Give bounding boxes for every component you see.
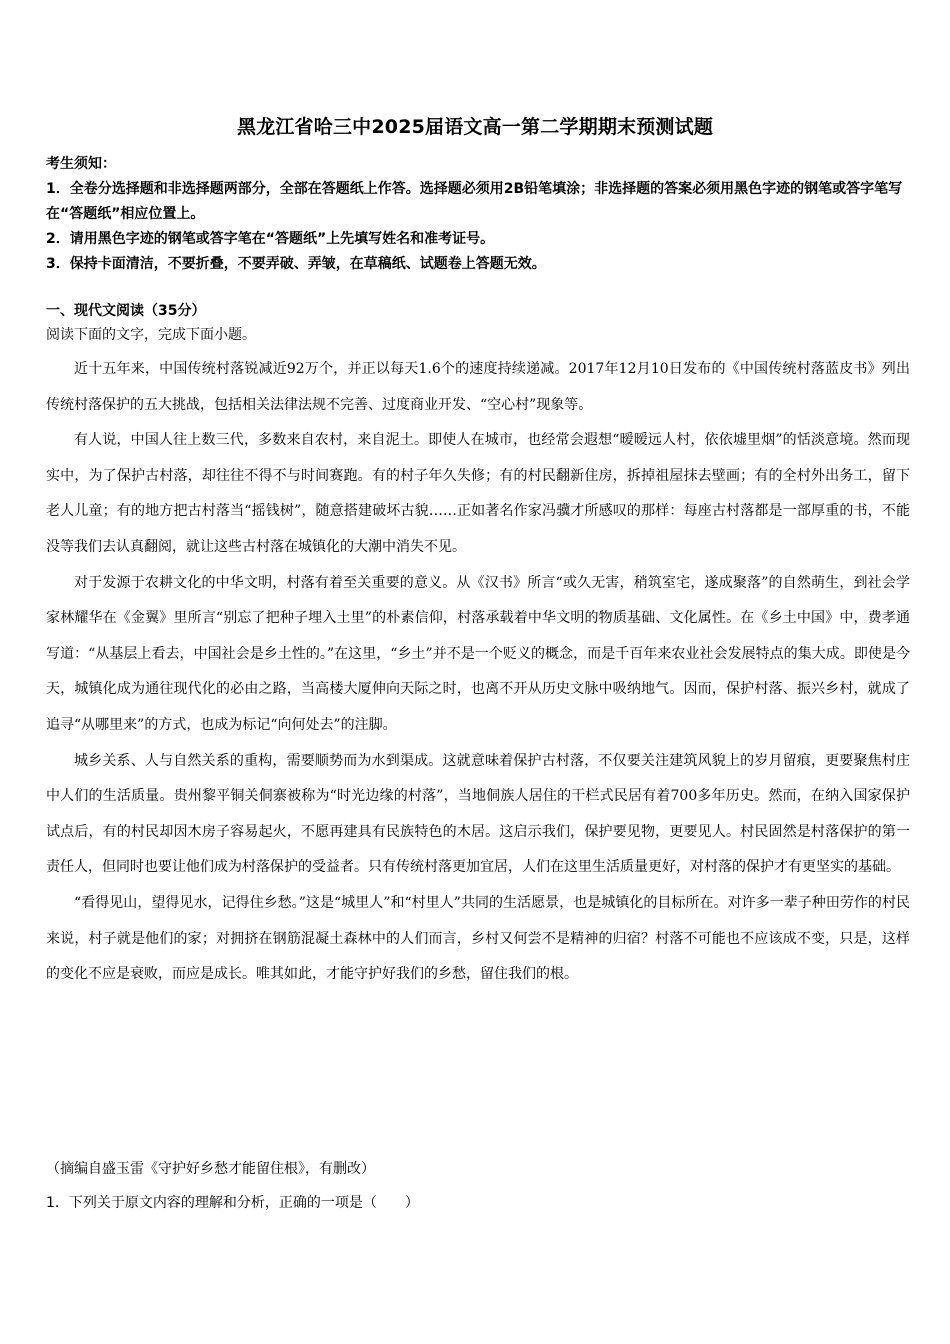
page-title: 黑龙江省哈三中2025届语文高一第二学期期末预测试题 <box>236 116 714 138</box>
candidate-notice <box>46 152 908 277</box>
section-heading: 一、现代文阅读（35分） <box>46 303 206 319</box>
passage-paragraph: 城乡关系、人与自然关系的重构，需要顺势而为水到渠成。这就意味着保护古村落，不仅要关注建筑风貌上的岁月留痕，更要聚焦村庄中人们的生活质量。贵州黎平铜关侗寨被称为“时光边缘的村落”，当地侗族人居住的干栏式民居有着700多年历史。然而，在纳入国家保护试点后，有的村民却因木房子容易起火，不愿再建具有民族特色的木居。这启示我们，保护要见物，更要见人。村民固然是村落保护的第一责任人，但同时也要让他们成为村落保护的受益者。只有传统村落更加宜居，人们在这里生活质量更好，对村落的保护才有更坚实的基础。 <box>46 752 910 876</box>
passage-paragraph: 对于发源于农耕文化的中华文明，村落有着至关重要的意义。从《汉书》所言“或久无害，稍筑室宅，遂成聚落”的自然萌生，到社会学家林耀华在《金翼》里所言“别忘了把种子埋入土里”的朴素信仰，村落承载着中华文明的物质基础、文化属性。在《乡土中国》中，费孝通写道：“从基层上看去，中国社会是乡土性的。”在这里，“乡土”并不是一个贬义的概念，而是千百年来农业社会发展特点的集大成。即使是今天，城镇化成为通往现代化的必由之路，当高楼大厦伸向天际之时，也离不开从历史文脉中吸纳地气。因而，保护村落、振兴乡村，就成了追寻“从哪里来”的方式，也成为标记“向何处去”的注脚。 <box>46 574 910 733</box>
passage-source: （摘编自盛玉雷《守护好乡愁才能留住根》，有删改） <box>46 1161 375 1177</box>
passage-paragraph: 近十五年来，中国传统村落锐减近92万个，并正以每天1.6个的速度持续递减。2017年12月10日发布的《中国传统村落蓝皮书》列出传统村落保护的五大挑战，包括相关法律法规不完善、过度商业开发、“空心村”现象等。 <box>46 361 910 413</box>
notice-heading: 考生须知： <box>46 156 116 172</box>
passage-paragraph: 有人说，中国人往上数三代，多数来自农村，来自泥土。即使人在城市，也经常会遐想“暧暧远人村，依依墟里烟”的恬淡意境。然而现实中，为了保护古村落，却往往不得不与时间赛跑。有的村子年久失修；有的村民翻新住房，拆掉祖屋抹去壁画；有的全村外出务工，留下老人儿童；有的地方把古村落当“摇钱树”，随意搭建破坏古貌……正如著名作家冯骥才所感叹的那样：每座古村落都是一部厚重的书，不能没等我们去认真翻阅，就让这些古村落在城镇化的大潮中消失不见。 <box>46 432 910 555</box>
question-1: 1．下列关于原文内容的理解和分析，正确的一项是（ ） <box>46 1195 419 1211</box>
section-instruction: 阅读下面的文字，完成下面小题。 <box>46 327 256 343</box>
notice-item: 3．保持卡面清洁，不要折叠，不要弄破、弄皱，在草稿纸、试题卷上答题无效。 <box>46 256 546 272</box>
passage-paragraph: “看得见山，望得见水，记得住乡愁。”这是“城里人”和“村里人”共同的生活愿景，也是城镇化的目标所在。对许多一辈子种田劳作的村民来说，村子就是他们的家；对拥挤在钢筋混凝土森林中的人们而言，乡村又何尝不是精神的归宿？村落不可能也不应该成不变，只是，这样的变化不应是衰败，而应是成长。唯其如此，才能守护好我们的乡愁，留住我们的根。 <box>46 894 910 983</box>
notice-item: 1．全卷分选择题和非选择题两部分，全部在答题纸上作答。选择题必须用2B铅笔填涂；非选择题的答案必须用黑色字迹的钢笔或答字笔写在“答题纸”相应位置上。 <box>46 181 903 222</box>
reading-passage <box>46 352 910 993</box>
notice-item: 2．请用黑色字迹的钢笔或答字笔在“答题纸”上先填写姓名和准考证号。 <box>46 231 495 247</box>
